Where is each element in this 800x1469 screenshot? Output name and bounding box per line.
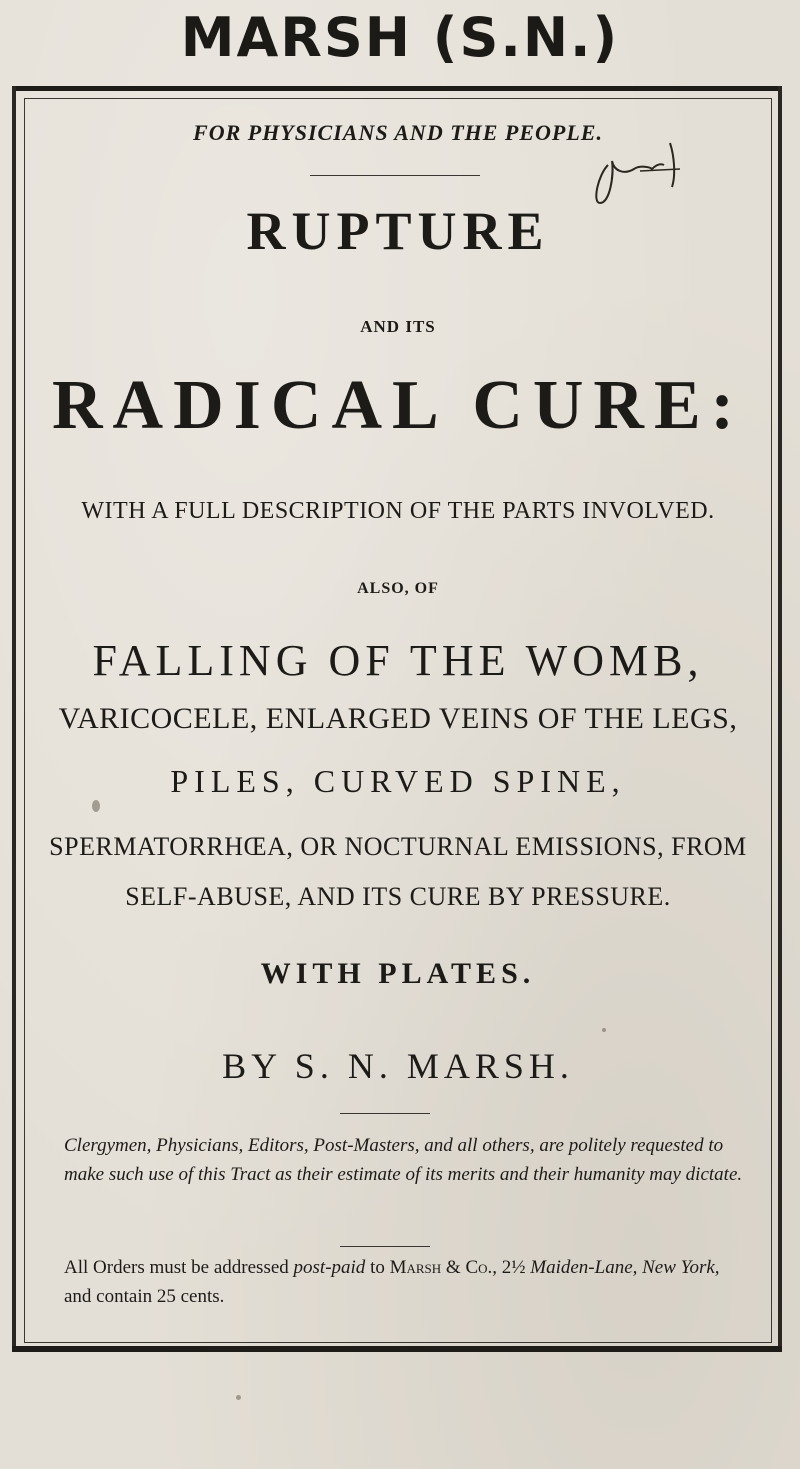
orders-text-4: and contain 25 cents. <box>64 1286 225 1307</box>
orders-text-1: All Orders must be addressed <box>64 1257 294 1278</box>
header-audience: FOR PHYSICIANS AND THE PEOPLE. <box>193 120 603 145</box>
paper-speck <box>92 800 100 812</box>
topic-self-abuse: SELF-ABUSE, AND ITS CURE BY PRESSURE. <box>125 882 671 911</box>
frame-rule-top <box>12 86 782 91</box>
frame-rule-right <box>778 86 782 1348</box>
title-rupture: RUPTURE <box>246 201 550 261</box>
note-to-clergy: Clergymen, Physicians, Editors, Post-Masters, and all others, are politely requested to make such use of this Tract as their estimate of its merits and their humanity may dictate. <box>64 1135 743 1185</box>
topic-falling-womb: FALLING OF THE WOMB, <box>92 636 704 685</box>
with-plates-label: WITH PLATES. <box>260 957 536 990</box>
orders-address: Maiden-Lane, New York, <box>530 1257 720 1278</box>
topic-piles: PILES, CURVED SPINE, <box>170 763 626 799</box>
title-connector: AND ITS <box>360 317 436 336</box>
rule-above-orders <box>340 1246 430 1247</box>
paper-speck <box>236 1395 241 1400</box>
author-byline: BY S. N. MARSH. <box>222 1046 574 1086</box>
orders-firm: Marsh & Co., <box>389 1257 498 1278</box>
also-of-label: ALSO, OF <box>357 580 439 597</box>
orders-postpaid: post-paid <box>293 1257 366 1278</box>
paper-speck <box>602 1028 606 1032</box>
frame-rule-bottom <box>12 1346 782 1352</box>
handwritten-signature-mark <box>580 125 710 205</box>
frame-rule-left <box>12 86 16 1348</box>
rule-under-header <box>310 175 480 176</box>
rule-above-note <box>340 1113 430 1114</box>
orders-notice <box>64 1253 744 1311</box>
topic-spermatorrhoea: SPERMATORRHŒA, OR NOCTURNAL EMISSIONS, FROM <box>49 832 747 861</box>
orders-text-3: 2½ <box>497 1257 531 1278</box>
subtitle-description: WITH A FULL DESCRIPTION OF THE PARTS INVOLVED. <box>81 498 715 524</box>
title-radical-cure: RADICAL CURE: <box>52 367 744 444</box>
orders-text-2: to <box>365 1257 390 1278</box>
handwritten-catalog-label: MARSH (S.N.) <box>180 6 620 69</box>
topic-varicocele: VARICOCELE, ENLARGED VEINS OF THE LEGS, <box>58 702 738 735</box>
